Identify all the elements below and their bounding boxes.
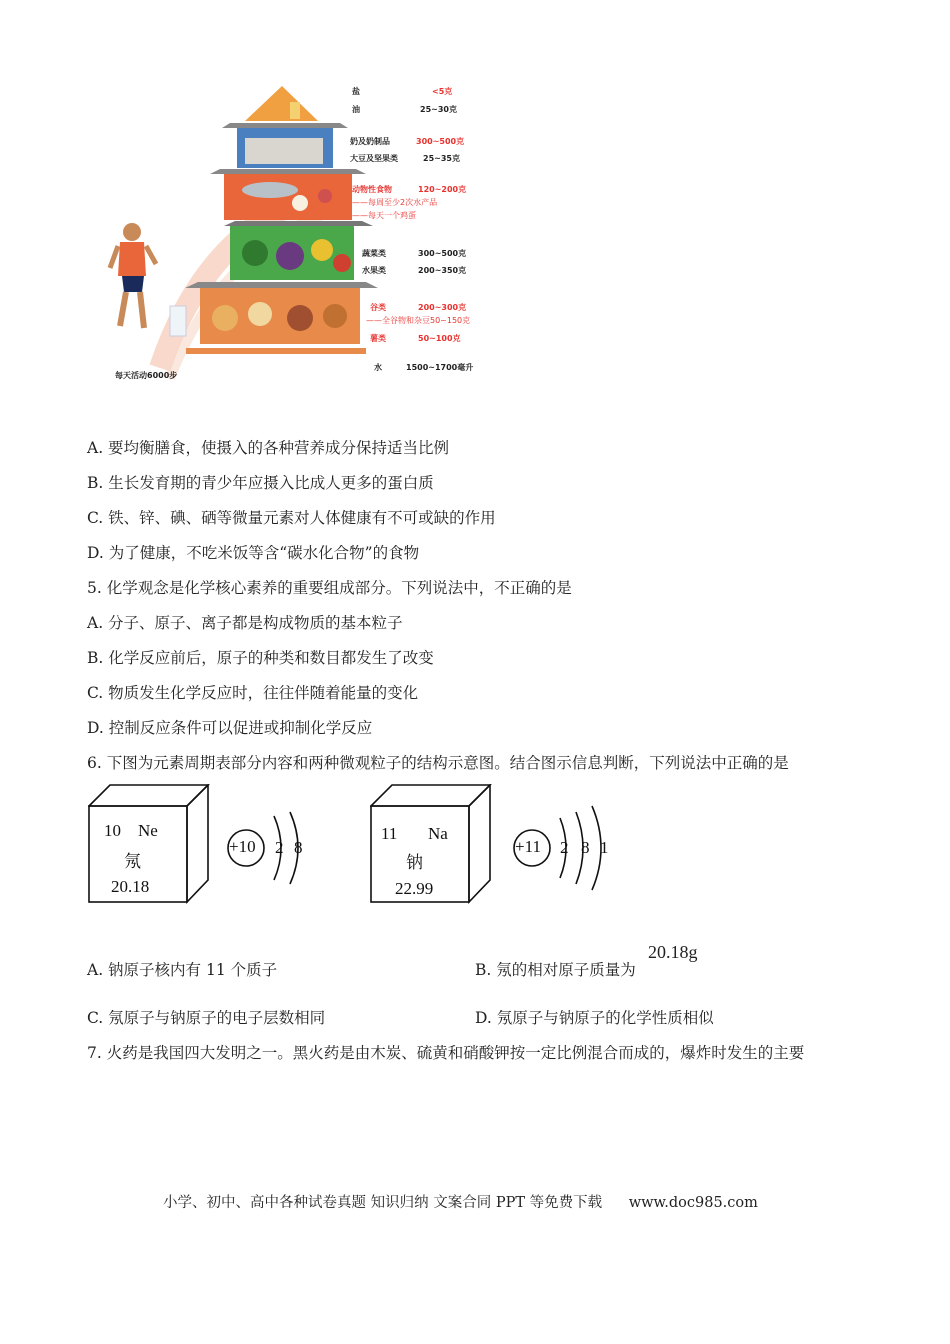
ne-name: 氖: [124, 852, 141, 872]
na-atomic-number: 11: [381, 824, 398, 843]
ne-element-card: [88, 784, 210, 906]
tuber-label: 薯类: [370, 334, 386, 343]
na-mass: 22.99: [395, 879, 434, 898]
soy-label: 大豆及坚果类: [350, 154, 398, 163]
soy-amount: 25~35克: [423, 154, 460, 163]
oil-label: 油: [352, 105, 360, 114]
q5-option-c: C. 物质发生化学反应时，往往伴随着能量的变化: [87, 684, 419, 702]
ne-mass: 20.18: [111, 877, 150, 896]
salt-label: 盐: [352, 87, 360, 96]
na-shell-2: 8: [581, 838, 590, 857]
na-shell-1: 2: [560, 838, 569, 857]
ne-shell-1: 2: [275, 838, 284, 857]
q6-option-c: C. 氖原子与钠原子的电子层数相同: [87, 1009, 326, 1027]
animal-amount: 120~200克: [418, 185, 467, 194]
animal-label: 动物性食物: [352, 185, 392, 194]
grain-note: ——全谷物和杂豆50~150克: [366, 316, 471, 325]
q6-option-b-value: 20.18g: [648, 942, 698, 962]
oil-amount: 25~30克: [420, 105, 457, 114]
q4-option-c: C. 铁、锌、碘、硒等微量元素对人体健康有不可或缺的作用: [87, 509, 496, 527]
na-name: 钠: [406, 853, 423, 873]
grain-label: 谷类: [370, 303, 386, 312]
food-pyramid-graphic: [100, 78, 490, 408]
q7-stem: 7. 火药是我国四大发明之一。黑火药是由木炭、硫黄和硝酸钾按一定比例混合而成的，爆炸时发生的主要: [87, 1044, 805, 1062]
q5-option-b: B. 化学反应前后，原子的种类和数目都发生了改变: [87, 649, 434, 667]
ne-atomic-number: 10: [104, 821, 121, 840]
na-nucleus-charge: +11: [515, 837, 541, 856]
q4-option-d: D. 为了健康，不吃米饭等含“碳水化合物”的食物: [87, 544, 420, 562]
animal-note-seafood: ——每周至少2次水产品: [352, 198, 438, 207]
footer-text: 小学、初中、高中各种试卷真题 知识归纳 文案合同 PPT 等免费下载: [163, 1195, 603, 1211]
q6-option-a: A. 钠原子核内有 11 个质子: [87, 961, 278, 979]
ne-symbol: Ne: [138, 821, 158, 840]
q5-option-a: A. 分子、原子、离子都是构成物质的基本粒子: [87, 614, 403, 632]
salt-amount: <5克: [432, 87, 453, 96]
na-symbol: Na: [428, 824, 448, 843]
page-footer: [163, 1191, 758, 1212]
footer-url[interactable]: www.doc985.com: [628, 1195, 758, 1211]
dairy-amount: 300~500克: [416, 137, 465, 146]
q6-option-b: B. 氖的相对原子质量为: [475, 961, 636, 979]
animal-note-egg: ——每天一个鸡蛋: [352, 211, 416, 220]
ne-shell-2: 8: [294, 838, 303, 857]
dairy-label: 奶及奶制品: [350, 137, 390, 146]
water-label: 水: [374, 363, 382, 372]
ne-atom-diagram: [226, 808, 316, 888]
q6-option-d: D. 氖原子与钠原子的化学性质相似: [475, 1009, 714, 1027]
q6-stem: 6. 下图为元素周期表部分内容和两种微观粒子的结构示意图。结合图示信息判断，下列说法中正确的是: [87, 754, 789, 772]
water-amount: 1500~1700毫升: [406, 363, 474, 372]
q5-option-d: D. 控制反应条件可以促进或抑制化学反应: [87, 719, 373, 737]
na-element-card: [370, 784, 492, 906]
q5-stem: 5. 化学观念是化学核心素养的重要组成部分。下列说法中，不正确的是: [87, 579, 572, 597]
fruit-label: 水果类: [362, 266, 386, 275]
activity-label: 每天活动6000步: [115, 371, 178, 380]
ne-nucleus-charge: +10: [229, 837, 256, 856]
tuber-amount: 50~100克: [418, 334, 461, 343]
grain-amount: 200~300克: [418, 303, 467, 312]
na-shell-3: 1: [600, 838, 609, 857]
veg-label: 蔬菜类: [362, 249, 386, 258]
q4-option-a: A. 要均衡膳食，使摄入的各种营养成分保持适当比例: [87, 439, 450, 457]
na-atom-diagram: [512, 804, 618, 892]
fruit-amount: 200~350克: [418, 266, 467, 275]
veg-amount: 300~500克: [418, 249, 467, 258]
q4-option-b: B. 生长发育期的青少年应摄入比成人更多的蛋白质: [87, 474, 434, 492]
food-pyramid-figure: [100, 78, 490, 408]
